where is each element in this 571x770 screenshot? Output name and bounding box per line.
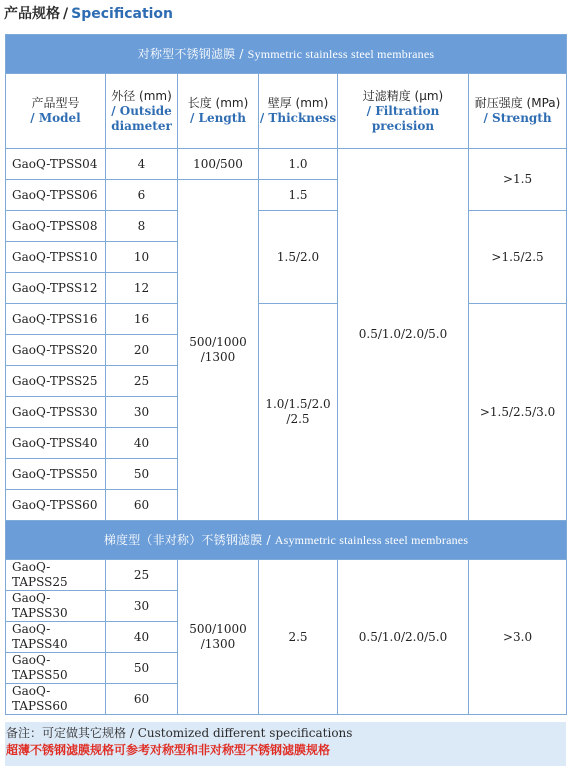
strength-cell: >3.0 [469,560,567,715]
thickness-cell: 1.5 [259,180,338,211]
spec-table [5,34,567,715]
model-cell: GaoQ-TAPSS30 [6,591,106,622]
column-en: / Thickness [259,111,337,125]
thickness-cell [259,304,338,521]
column-header-outside-diameter [106,74,178,149]
note-zh: 备注：可定做其它规格 [6,726,127,740]
model-cell: GaoQ-TAPSS60 [6,684,106,715]
table-row [6,149,567,180]
diameter-cell: 25 [106,366,178,397]
model-cell: GaoQ-TPSS25 [6,366,106,397]
diameter-cell: 60 [106,684,178,715]
length-value-line: /1300 [200,350,236,364]
page-title [4,2,173,26]
table-row [6,211,567,242]
diameter-cell: 4 [106,149,178,180]
diameter-cell: 50 [106,653,178,684]
precision-cell: 0.5/1.0/2.0/5.0 [338,560,469,715]
symmetric-header-separator: / [235,46,248,61]
diameter-cell: 60 [106,490,178,521]
column-zh: 过滤精度 (μm) [362,88,444,103]
column-header-row [6,74,567,149]
precision-cell: 0.5/1.0/2.0/5.0 [338,149,469,521]
diameter-cell: 30 [106,397,178,428]
column-en: / Outside diameter [111,103,172,133]
note-line-customized [6,725,566,742]
strength-cell: >1.5/2.5/3.0 [469,304,567,521]
column-en: / Length [189,111,246,125]
thickness-value-line: /2.5 [286,412,310,426]
note-line-ultrathin: 超薄不锈钢滤膜规格可参考对称型和非对称型不锈钢滤膜规格 [6,743,331,757]
model-cell: GaoQ-TPSS06 [6,180,106,211]
diameter-cell: 6 [106,180,178,211]
asymmetric-section-header [6,521,567,560]
asymmetric-header-cell [6,521,567,560]
diameter-cell: 8 [106,211,178,242]
symmetric-header-zh: 对称型不锈钢滤膜 [137,46,236,61]
model-cell: GaoQ-TAPSS25 [6,560,106,591]
column-en: / Filtration precision [366,103,440,133]
column-en: / Strength [483,111,552,125]
column-en: / Model [30,111,81,125]
model-cell: GaoQ-TPSS30 [6,397,106,428]
thickness-cell: 1.5/2.0 [259,211,338,304]
model-cell: GaoQ-TPSS60 [6,490,106,521]
length-cell [178,180,259,521]
note [6,725,566,759]
table-row [6,560,567,591]
length-cell: 100/500 [178,149,259,180]
diameter-cell: 12 [106,273,178,304]
length-value-line: 500/1000 [189,335,247,349]
diameter-cell: 20 [106,335,178,366]
asymmetric-header-separator: / [262,532,275,547]
column-header-filtration-precision [338,74,469,149]
note-en: Customized different specifications [137,726,353,740]
column-header-length [178,74,259,149]
model-cell: GaoQ-TPSS12 [6,273,106,304]
strength-cell: >1.5 [469,149,567,211]
page-title-zh: 产品规格 [4,6,60,22]
strength-cell: >1.5/2.5 [469,211,567,304]
diameter-cell: 25 [106,560,178,591]
model-cell: GaoQ-TPSS10 [6,242,106,273]
diameter-cell: 10 [106,242,178,273]
symmetric-section-header [6,35,567,74]
length-value-line: 500/1000 [189,622,247,636]
thickness-cell: 1.0 [259,149,338,180]
column-zh: 耐压强度 (MPa) [474,96,561,110]
diameter-cell: 30 [106,591,178,622]
model-cell: GaoQ-TPSS04 [6,149,106,180]
diameter-cell: 40 [106,428,178,459]
model-cell: GaoQ-TPSS50 [6,459,106,490]
thickness-value-line: 1.0/1.5/2.0 [265,397,331,411]
column-zh: 长度 (mm) [187,96,249,110]
asymmetric-header-zh: 梯度型（非对称）不锈钢滤膜 [103,532,263,547]
model-cell: GaoQ-TPSS40 [6,428,106,459]
table-row [6,304,567,335]
page-title-separator: / [63,6,69,22]
length-cell [178,560,259,715]
symmetric-header-en: Symmetric stainless steel membranes [247,46,435,61]
symmetric-header-cell [6,35,567,74]
column-header-thickness [259,74,338,149]
thickness-cell: 2.5 [259,560,338,715]
model-cell: GaoQ-TPSS08 [6,211,106,242]
column-zh: 壁厚 (mm) [267,96,329,110]
column-zh: 产品型号 [31,96,80,110]
diameter-cell: 16 [106,304,178,335]
model-cell: GaoQ-TAPSS50 [6,653,106,684]
asymmetric-header-en: Asymmetric stainless steel membranes [274,532,469,547]
length-value-line: /1300 [200,637,236,651]
model-cell: GaoQ-TAPSS40 [6,622,106,653]
column-zh: 外径 (mm) [111,88,172,103]
column-header-strength [469,74,567,149]
diameter-cell: 40 [106,622,178,653]
page-title-en: Specification [71,6,174,22]
model-cell: GaoQ-TPSS16 [6,304,106,335]
note-separator: / [126,726,138,740]
column-header-model [6,74,106,149]
model-cell: GaoQ-TPSS20 [6,335,106,366]
diameter-cell: 50 [106,459,178,490]
